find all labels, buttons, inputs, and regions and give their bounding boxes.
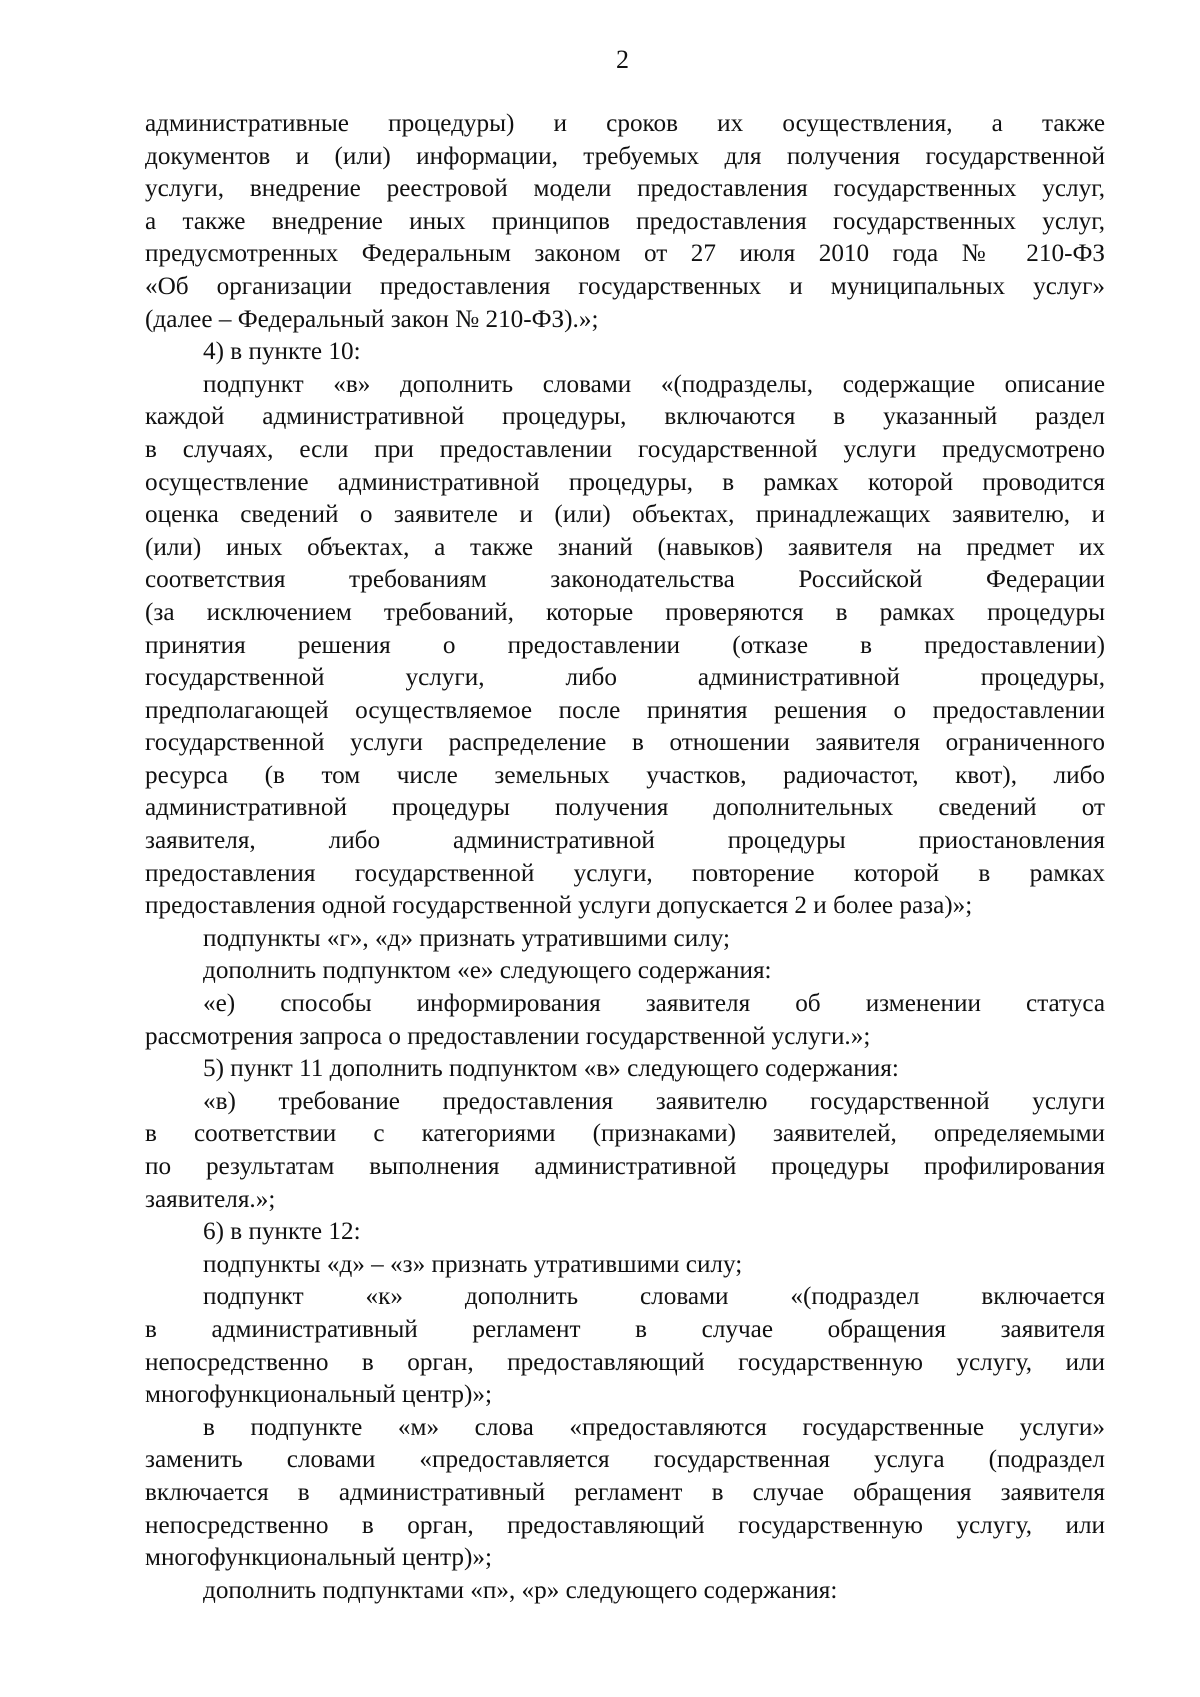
text-line: подпункты «д» – «з» признать утратившими силу; — [203, 1250, 743, 1278]
text-line: многофункциональный центр)»; — [145, 1381, 493, 1409]
text-line: непосредственно в орган, предоставляющий государственную услугу, или — [145, 1511, 1105, 1539]
text-line: государственной услуги распределение в отношении заявителя ограниченного — [145, 729, 1105, 757]
text-line: принятия решения о предоставлении (отказе в предоставлении) — [145, 631, 1105, 659]
text-line: государственной услуги, либо административной процедуры, — [145, 664, 1105, 692]
text-line: 5) пункт 11 дополнить подпунктом «в» следующего содержания: — [203, 1055, 899, 1083]
text-line: подпункт «в» дополнить словами «(подразделы, содержащие описание — [203, 370, 1105, 398]
text-line: предполагающей осуществляемое после принятия решения о предоставлении — [145, 696, 1105, 724]
text-line: подпункты «г», «д» признать утратившими силу; — [203, 924, 731, 952]
text-line: «е) способы информирования заявителя об изменении статуса — [203, 990, 1105, 1018]
text-line: «в) требование предоставления заявителю государственной услуги — [203, 1087, 1105, 1115]
text-line: заменить словами «предоставляется государственная услуга (подраздел — [145, 1446, 1105, 1474]
text-line: многофункциональный центр)»; — [145, 1544, 493, 1572]
text-line: включается в административный регламент в случае обращения заявителя — [145, 1478, 1105, 1506]
text-line: ресурса (в том числе земельных участков, радиочастот, квот), либо — [145, 761, 1105, 789]
text-line: соответствия требованиям законодательства Российской Федерации — [145, 566, 1105, 594]
text-line: осуществление административной процедуры, в рамках которой проводится — [145, 468, 1105, 496]
text-line: по результатам выполнения административной процедуры профилирования — [145, 1153, 1105, 1180]
text-line: документов и (или) информации, требуемых для получения государственной — [145, 142, 1105, 170]
text-line: оценка сведений о заявителе и (или) объектах, принадлежащих заявителю, и — [145, 501, 1105, 529]
text-line: заявителя, либо административной процедуры приостановления — [145, 827, 1105, 855]
page-number: 2 — [616, 45, 629, 74]
text-line: а также внедрение иных принципов предоставления государственных услуг, — [145, 207, 1105, 235]
text-line: предоставления государственной услуги, повторение которой в рамках — [145, 859, 1105, 887]
text-line: (далее – Федеральный закон № 210-ФЗ).»; — [145, 305, 599, 333]
document-body — [145, 108, 1105, 1607]
text-line: в соответствии с категориями (признаками) заявителей, определяемыми — [145, 1120, 1105, 1148]
text-line: подпункт «к» дополнить словами «(подраздел включается — [203, 1283, 1105, 1311]
text-line: предусмотренных Федеральным законом от 27 июля 2010 года № 210-ФЗ — [145, 240, 1105, 268]
text-line: в подпункте «м» слова «предоставляются государственные услуги» — [203, 1413, 1105, 1441]
text-line: 6) в пункте 12: — [203, 1218, 361, 1246]
text-line: предоставления одной государственной услуги допускается 2 и более раза)»; — [145, 892, 973, 920]
text-line: (или) иных объектах, а также знаний (навыков) заявителя на предмет их — [145, 533, 1105, 561]
text-line: «Об организации предоставления государственных и муниципальных услуг» — [145, 272, 1105, 300]
text-line: в административный регламент в случае обращения заявителя — [145, 1315, 1105, 1343]
text-line: заявителя.»; — [145, 1185, 276, 1213]
text-line: непосредственно в орган, предоставляющий государственную услугу, или — [145, 1348, 1105, 1376]
text-line: дополнить подпунктом «е» следующего содержания: — [203, 957, 772, 985]
text-line: услуги, внедрение реестровой модели предоставления государственных услуг, — [145, 175, 1105, 203]
text-line: (за исключением требований, которые проверяются в рамках процедуры — [145, 598, 1105, 626]
text-line: административной процедуры получения дополнительных сведений от — [145, 794, 1105, 822]
text-line: рассмотрения запроса о предоставлении государственной услуги.»; — [145, 1022, 871, 1050]
text-line: в случаях, если при предоставлении государственной услуги предусмотрено — [145, 435, 1105, 463]
text-line: дополнить подпунктами «п», «р» следующего содержания: — [203, 1576, 838, 1604]
text-line: 4) в пункте 10: — [203, 338, 361, 366]
text-line: каждой административной процедуры, включаются в указанный раздел — [145, 403, 1105, 431]
text-line: административные процедуры) и сроков их осуществления, а также — [145, 110, 1105, 137]
